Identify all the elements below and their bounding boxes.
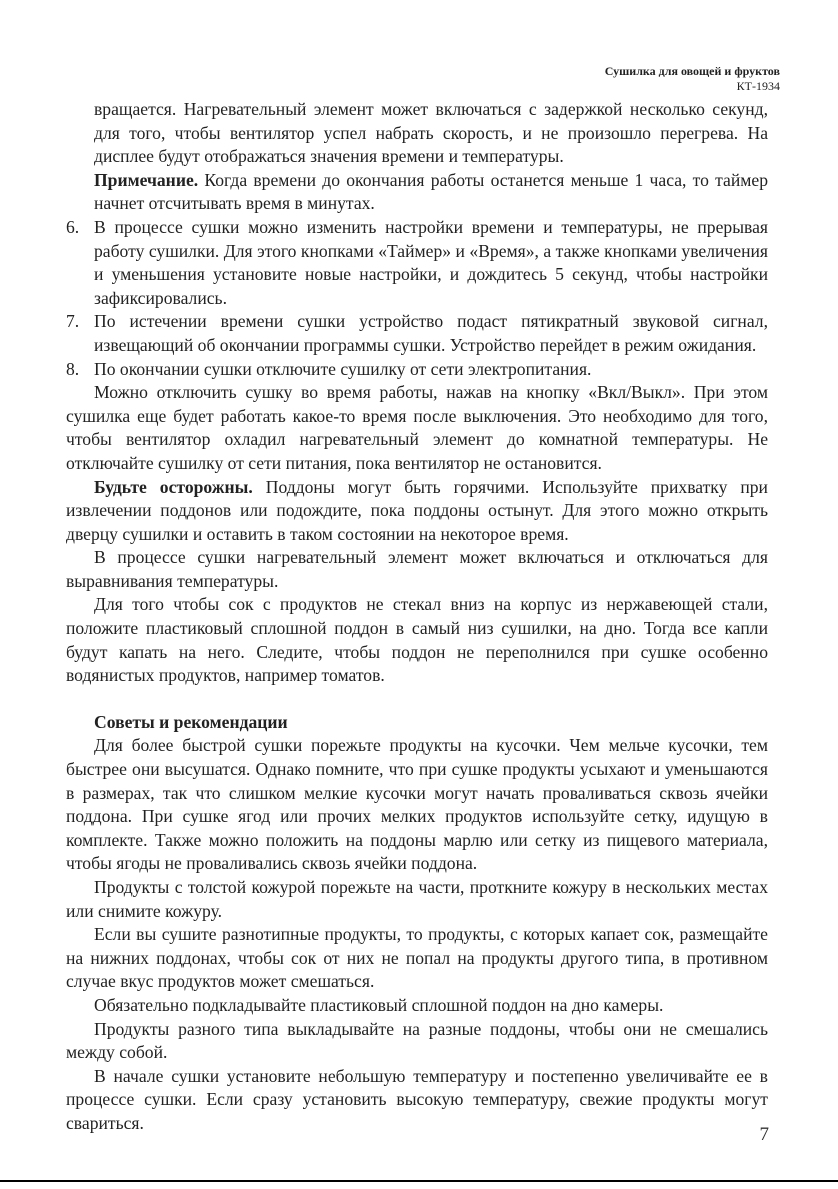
header-title: Сушилка для овощей и фруктов [604,64,780,78]
list-item-number: 7. [66,311,80,332]
tips-paragraph: Продукты с толстой кожурой порежьте на части, проткните кожуру в нескольких местах или снимите кожуру. [66,877,768,921]
page-number: 7 [759,1124,769,1145]
note-label: Примечание. [94,169,199,190]
shutdown-paragraph: Можно отключить сушку во время работы, нажав на кнопку «Вкл/Выкл». При этом сушилка еще будет работать какое-то время после выключения. Это необходимо для того, чтобы вентилятор охладил нагревательный элемент до комнатной температуры. Не отключайте сушилку от сети питания, пока вентилятор не остановится. [66,382,768,473]
list-item-number: 6. [66,216,80,237]
heating-paragraph: В процессе сушки нагревательный элемент может включаться и отключаться для выравнивания температуры. [66,547,768,591]
tray-paragraph: Для того чтобы сок с продуктов не стекал вниз на корпус из нержавеющей стали, положите пластиковый сплошной поддон в самый низ сушилки, на дно. Тогда все капли будут капать на него. Следите, чтобы поддон не переполнился при сушке особенно водянистых продуктов, например томатов. [66,594,768,686]
note-text: Когда времени до окончания работы останется меньше 1 часа, то таймер начнет отсчитывать время в минутах. [94,169,768,214]
tips-paragraph: Если вы сушите разнотипные продукты, то продукты, с которых капает сок, размещайте на нижних поддонах, чтобы сок от них не попал на продукты другого типа, в противном случае вкус продуктов может смешаться. [66,924,768,992]
page-header [605,64,780,94]
list-item-text: По истечении времени сушки устройство подаст пятикратный звуковой сигнал, извещающий об окончании программы сушки. Устройство перейдет в режим ожидания. [94,311,768,355]
list-item-text: По окончании сушки отключите сушилку от сети электропитания. [94,358,592,379]
list-item [66,310,768,357]
section-spacer [66,688,768,711]
tips-paragraph: Для более быстрой сушки порежьте продукты на кусочки. Чем мельче кусочки, тем быстрее они высушатся. Однако помните, что при сушке продукты усыхают и уменьшаются в размерах, так что слишком мелкие кусочки могут начать проваливаться сквозь ячейки поддона. При сушке ягод или прочих мелких продуктов используйте сетку, идущую в комплекте. Также можно положить на поддоны марлю или сетку из пищевого материала, чтобы ягоды не проваливались сквозь ячейки поддона. [66,735,768,874]
list-item [66,358,768,382]
list-item [66,216,768,310]
tips-paragraph: Продукты разного типа выкладывайте на разные поддоны, чтобы они не смешались между собой. [66,1018,768,1063]
header-model: КТ-1934 [736,79,780,93]
note-paragraph [66,169,768,216]
tips-paragraph: В начале сушки установите небольшую температуру и постепенно увеличивайте ее в процессе сушки. Если сразу установить высокую температуру, свежие продукты могут свариться. [66,1065,768,1133]
section-title: Советы и рекомендации [94,711,288,732]
intro-paragraph: вращается. Нагревательный элемент может включаться с задержкой несколько секунд, для того, чтобы вентилятор успел набрать скорость, и не произошло перегрева. На дисплее будут отображаться значения времени и температуры. [94,99,768,167]
bottom-rule [0,1180,838,1182]
page-content [66,98,768,1136]
warning-text: Поддоны могут быть горячими. Используйте прихватку при извлечении поддонов или подождите, пока поддоны остынут. Для этого можно открыть дверцу сушилки и оставить в таком состоянии на некоторое время. [66,476,768,544]
list-item-text: В процессе сушки можно изменить настройки времени и температуры, не прерывая работу сушилки. Для этого кнопками «Таймер» и «Время», а также кнопками увеличения и уменьшения установите новые настройки, и дождитесь 5 секунд, чтобы настройки зафиксировались. [94,216,768,308]
list-item-number: 8. [66,358,80,379]
warning-paragraph [66,476,768,547]
tips-paragraph: Обязательно подкладывайте пластиковый сплошной поддон на дно камеры. [94,994,664,1015]
warning-label: Будьте осторожны. [94,476,253,497]
